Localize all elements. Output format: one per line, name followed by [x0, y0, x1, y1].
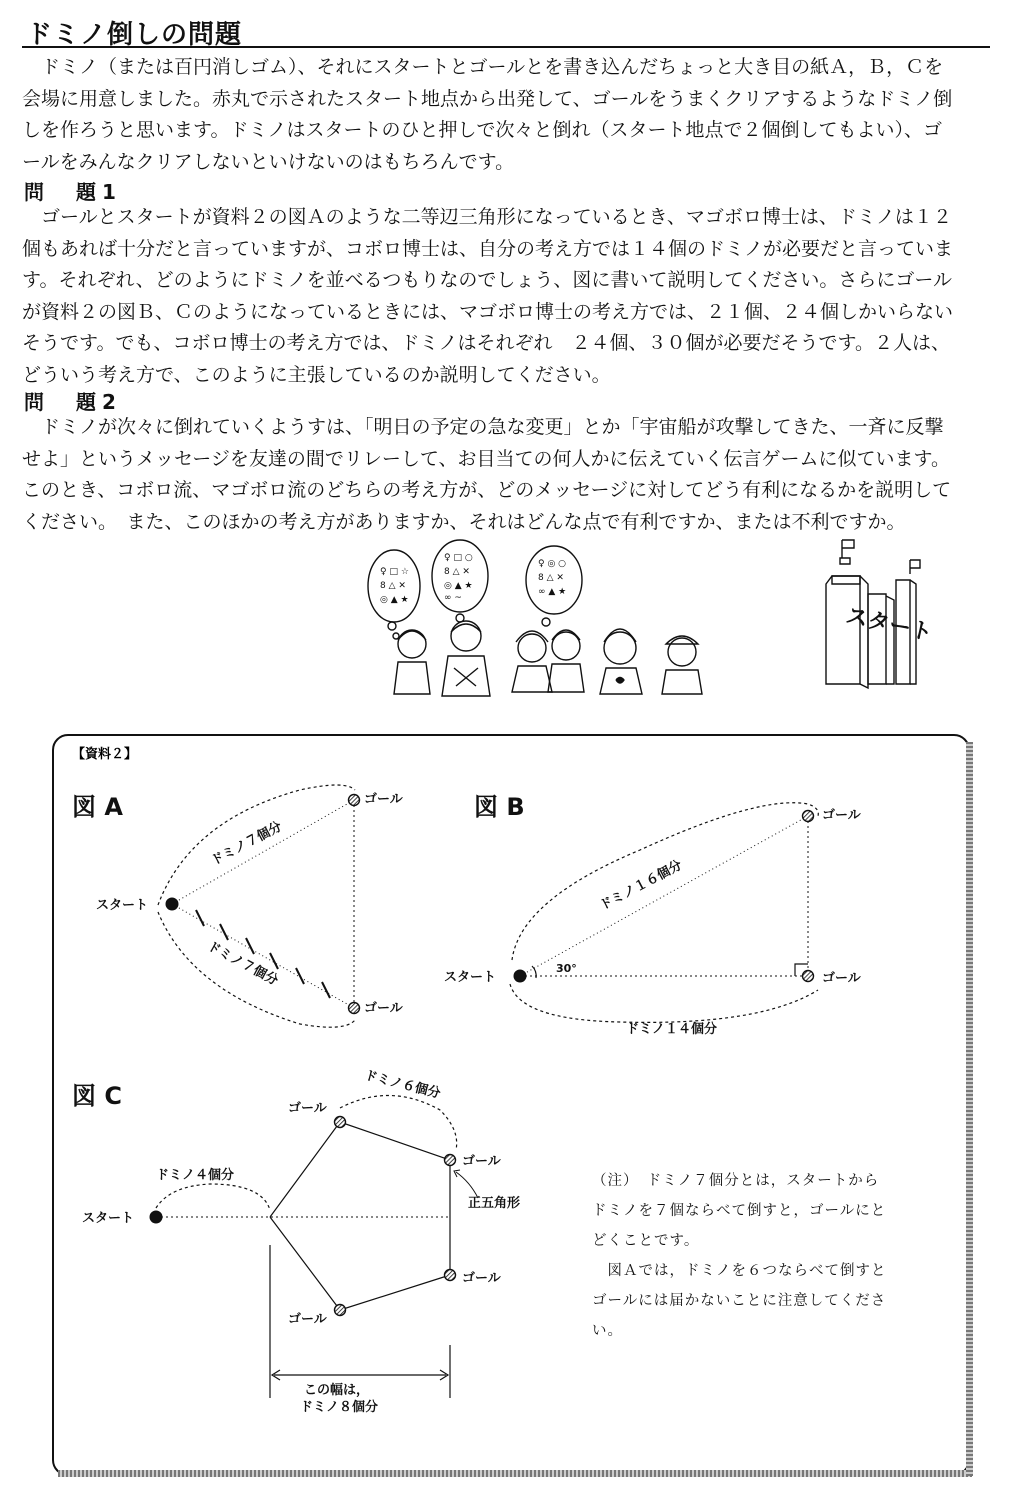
figure-c-side-count: ドミノ６個分	[362, 1068, 442, 1102]
figure-b-start-label: スタート	[444, 970, 497, 985]
child-figure	[600, 629, 642, 694]
figure-a-goal-label: ゴール	[364, 792, 403, 807]
figure-c-goal-label: ゴール	[288, 1101, 327, 1116]
note-line: い。	[592, 1323, 623, 1339]
child-figure	[548, 630, 584, 692]
q1-line: が資料２の図Ｂ、Ｃのようになっているときには、マゴボロ博士の考え方では、２１個、２４個しかいらない	[22, 300, 954, 323]
figure-c-stem-count: ドミノ４個分	[156, 1168, 235, 1183]
figure-c-goal-label: ゴール	[288, 1312, 327, 1327]
figure-note	[592, 1166, 952, 1346]
svg-text:♀ ◎ ○: ♀ ◎ ○	[538, 559, 567, 569]
question-1-heading: 問 題1	[24, 180, 122, 204]
question-2-paragraph	[22, 412, 990, 538]
q2-line: このとき、コボロ流、マゴボロ流のどちらの考え方が、どのメッセージに対してどう有利になるかを説明して	[22, 479, 952, 501]
svg-text:♀ □ ☆: ♀ □ ☆	[380, 567, 409, 577]
q1-line: そうです。でも、コボロ博士の考え方では、ドミノはそれぞれ ２４個、３０個が必要だそうです。２人は、	[22, 332, 950, 354]
q1-line: 個もあれば十分だと言っていますが、コボロ博士は、自分の考え方では１４個のドミノが必要だと言っていま	[22, 237, 954, 260]
q1-line: ゴールとスタートが資料２の図Ａのような二等辺三角形になっているとき、マゴボロ博士は、ドミノは１２	[22, 206, 952, 228]
figure-c-title: 図 C	[72, 1082, 122, 1110]
child-figure	[512, 631, 552, 692]
figure-c-start-label: スタート	[82, 1211, 135, 1226]
note-line: ドミノを７個ならべて倒すと，ゴールにと	[592, 1203, 887, 1219]
figure-b-goal-label: ゴール	[822, 971, 861, 986]
start-sign: スタート	[843, 603, 935, 647]
svg-text:∞ ▲ ★: ∞ ▲ ★	[538, 587, 567, 597]
question-2-heading: 問 題2	[24, 390, 122, 414]
svg-text:8 △ ✕: 8 △ ✕	[538, 573, 564, 583]
page-title: ドミノ倒しの問題	[26, 20, 243, 50]
svg-text:♀ □ ○: ♀ □ ○	[444, 553, 473, 563]
q1-line: どういう考え方で、このように主張しているのか説明してください。	[22, 363, 611, 386]
note-line: ゴールには届かないことに注意してくださ	[592, 1293, 887, 1309]
note-line: （注） ドミノ７個分とは，スタートから	[592, 1173, 880, 1189]
figure-a-upper-count: ドミノ７個分	[208, 819, 285, 870]
q1-line: す。それぞれ、どのようにドミノを並べるつもりなのでしょう、図に書いて説明してください。さらにゴール	[22, 269, 953, 291]
figure-c-width-label: この幅は，	[304, 1383, 370, 1398]
figure-b-base-count: ドミノ１４個分	[626, 1022, 718, 1037]
figure-b-hyp-count: ドミノ１６個分	[597, 857, 685, 914]
note-line: 図Ａでは，ドミノを６つならべて倒すと	[592, 1263, 887, 1279]
thought-bubble-dot	[542, 618, 550, 626]
note-line: どくことです。	[592, 1233, 700, 1249]
question-1-paragraph	[22, 202, 990, 391]
panel-shadow	[966, 742, 973, 1476]
intro-line: 会場に用意しました。赤丸で示されたスタート地点から出発して、ゴールをうまくクリアするようなドミノ倒	[22, 87, 953, 110]
svg-text:∞ ~: ∞ ~	[444, 593, 462, 603]
child-figure	[662, 636, 702, 694]
q2-line: ドミノが次々に倒れていくようすは、「明日の予定の急な変更」とか「宇宙船が攻撃してきた、一斉に反撃	[22, 416, 944, 438]
intro-line: しを作ろうと思います。ドミノはスタートのひと押しで次々と倒れ（スタート地点で２個倒してもよい）、ゴ	[22, 119, 942, 141]
svg-text:8 △ ✕: 8 △ ✕	[380, 581, 406, 591]
figure-c-pentagon-label: 正五角形	[468, 1196, 521, 1211]
figure-c-goal-label: ゴール	[462, 1271, 501, 1286]
intro-paragraph	[22, 52, 990, 178]
figure-a-goal-label: ゴール	[364, 1001, 403, 1016]
svg-text:8 △ ✕: 8 △ ✕	[444, 567, 470, 577]
figure-c-width-label: ドミノ８個分	[300, 1400, 379, 1415]
figure-b-goal-label: ゴール	[822, 808, 861, 823]
intro-line: ドミノ（または百円消しゴム）、それにスタートとゴールとを書き込んだちょっと大き目の紙Ａ，Ｂ，Ｃを	[22, 56, 944, 78]
title-underline	[22, 46, 990, 48]
q2-line: ください。 また、このほかの考え方がありますか、それはどんな点で有利ですか、または不利ですか。	[22, 510, 906, 533]
figure-a-start-label: スタート	[96, 898, 149, 913]
children-illustration	[362, 536, 935, 696]
panel-label: 【資料２】	[72, 747, 138, 762]
figure-c-goal-label: ゴール	[462, 1154, 501, 1169]
material-panel	[52, 734, 970, 1476]
figure-b-title: 図 B	[474, 793, 525, 821]
svg-text:◎ ▲ ★: ◎ ▲ ★	[380, 595, 409, 605]
child-figure	[442, 621, 490, 696]
thought-bubble-dot	[388, 622, 396, 630]
child-figure	[394, 630, 430, 694]
thought-bubble-dot	[393, 633, 399, 639]
figure-a-lower-count: ドミノ７個分	[204, 938, 281, 989]
svg-text:◎ ▲ ★: ◎ ▲ ★	[444, 581, 473, 591]
intro-line: ールをみんなクリアしないといけないのはもちろんです。	[22, 150, 515, 173]
figure-b-angle-label: 30°	[556, 962, 577, 975]
figure-a-title: 図 A	[72, 793, 123, 821]
q2-line: せよ」というメッセージを友達の間でリレーして、お目当ての何人かに伝えていく伝言ゲームに似ています。	[22, 447, 950, 470]
panel-shadow	[58, 1470, 972, 1477]
